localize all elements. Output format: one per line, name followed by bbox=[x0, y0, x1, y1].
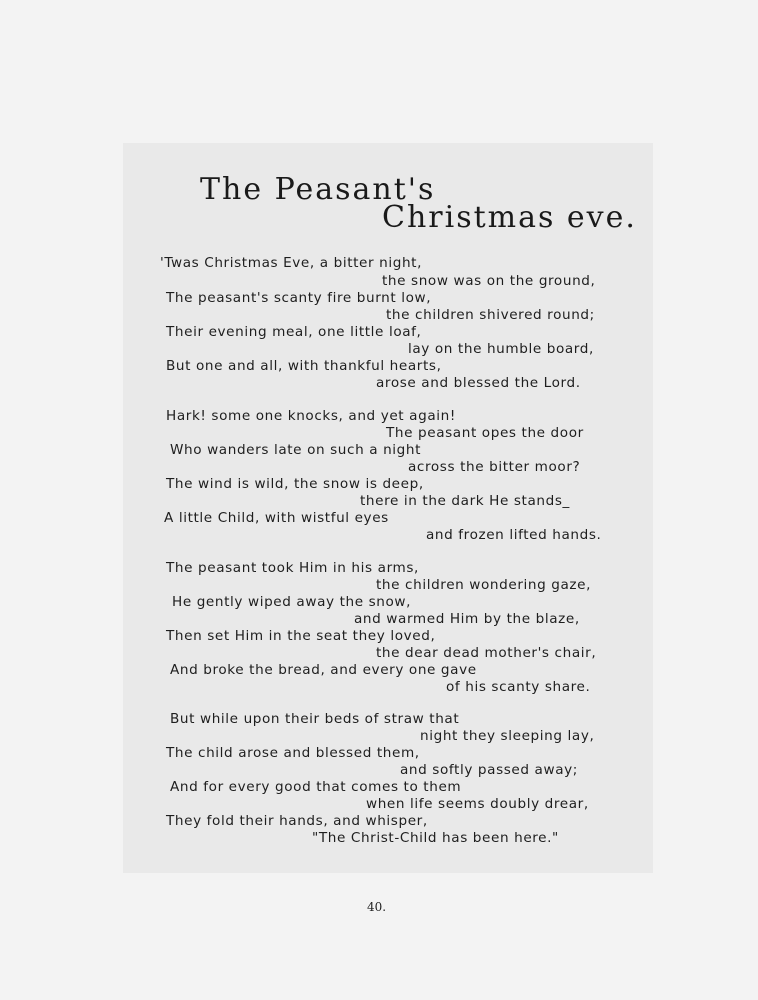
poem-line: lay on the humble board, bbox=[408, 341, 594, 357]
poem-line: the children wondering gaze, bbox=[376, 577, 592, 593]
poem-line: and frozen lifted hands. bbox=[426, 527, 602, 543]
poem-line: A little Child, with wistful eyes bbox=[164, 510, 389, 526]
page-number: 40. bbox=[367, 900, 387, 914]
poem-line: They fold their hands, and whisper, bbox=[166, 813, 428, 829]
poem-line: and softly passed away; bbox=[400, 762, 578, 778]
poem-line: there in the dark He stands_ bbox=[360, 493, 570, 509]
poem-line: 'Twas Christmas Eve, a bitter night, bbox=[160, 255, 423, 271]
poem-line: And broke the bread, and every one gave bbox=[170, 662, 477, 678]
poem-line: The wind is wild, the snow is deep, bbox=[166, 476, 424, 492]
poem-line: when life seems doubly drear, bbox=[366, 796, 589, 812]
poem-line: "The Christ-Child has been here." bbox=[312, 830, 559, 846]
poem-line: The child arose and blessed them, bbox=[166, 745, 420, 761]
poem-line: Who wanders late on such a night bbox=[170, 442, 422, 458]
poem-line: the children shivered round; bbox=[386, 307, 595, 323]
poem-line: of his scanty share. bbox=[446, 679, 591, 695]
poem-line: Hark! some one knocks, and yet again! bbox=[166, 408, 456, 424]
poem-line: across the bitter moor? bbox=[408, 459, 581, 475]
poem-line: the dear dead mother's chair, bbox=[376, 645, 597, 661]
title-line-1: The Peasant's bbox=[200, 172, 436, 207]
poem-line: But one and all, with thankful hearts, bbox=[166, 358, 442, 374]
poem-line: But while upon their beds of straw that bbox=[170, 711, 460, 727]
poem-line: Their evening meal, one little loaf, bbox=[166, 324, 422, 340]
poem-line: and warmed Him by the blaze, bbox=[354, 611, 580, 627]
poem-line: The peasant's scanty fire burnt low, bbox=[166, 290, 432, 306]
poem-line: He gently wiped away the snow, bbox=[172, 594, 412, 610]
poem-line: The peasant opes the door bbox=[386, 425, 584, 441]
poem-line: the snow was on the ground, bbox=[382, 273, 596, 289]
poem-line: arose and blessed the Lord. bbox=[376, 375, 581, 391]
poem-line: The peasant took Him in his arms, bbox=[166, 560, 419, 576]
poem-line: Then set Him in the seat they loved, bbox=[166, 628, 436, 644]
poem-line: And for every good that comes to them bbox=[170, 779, 462, 795]
title-line-2: Christmas eve. bbox=[382, 200, 637, 235]
poem-line: night they sleeping lay, bbox=[420, 728, 595, 744]
